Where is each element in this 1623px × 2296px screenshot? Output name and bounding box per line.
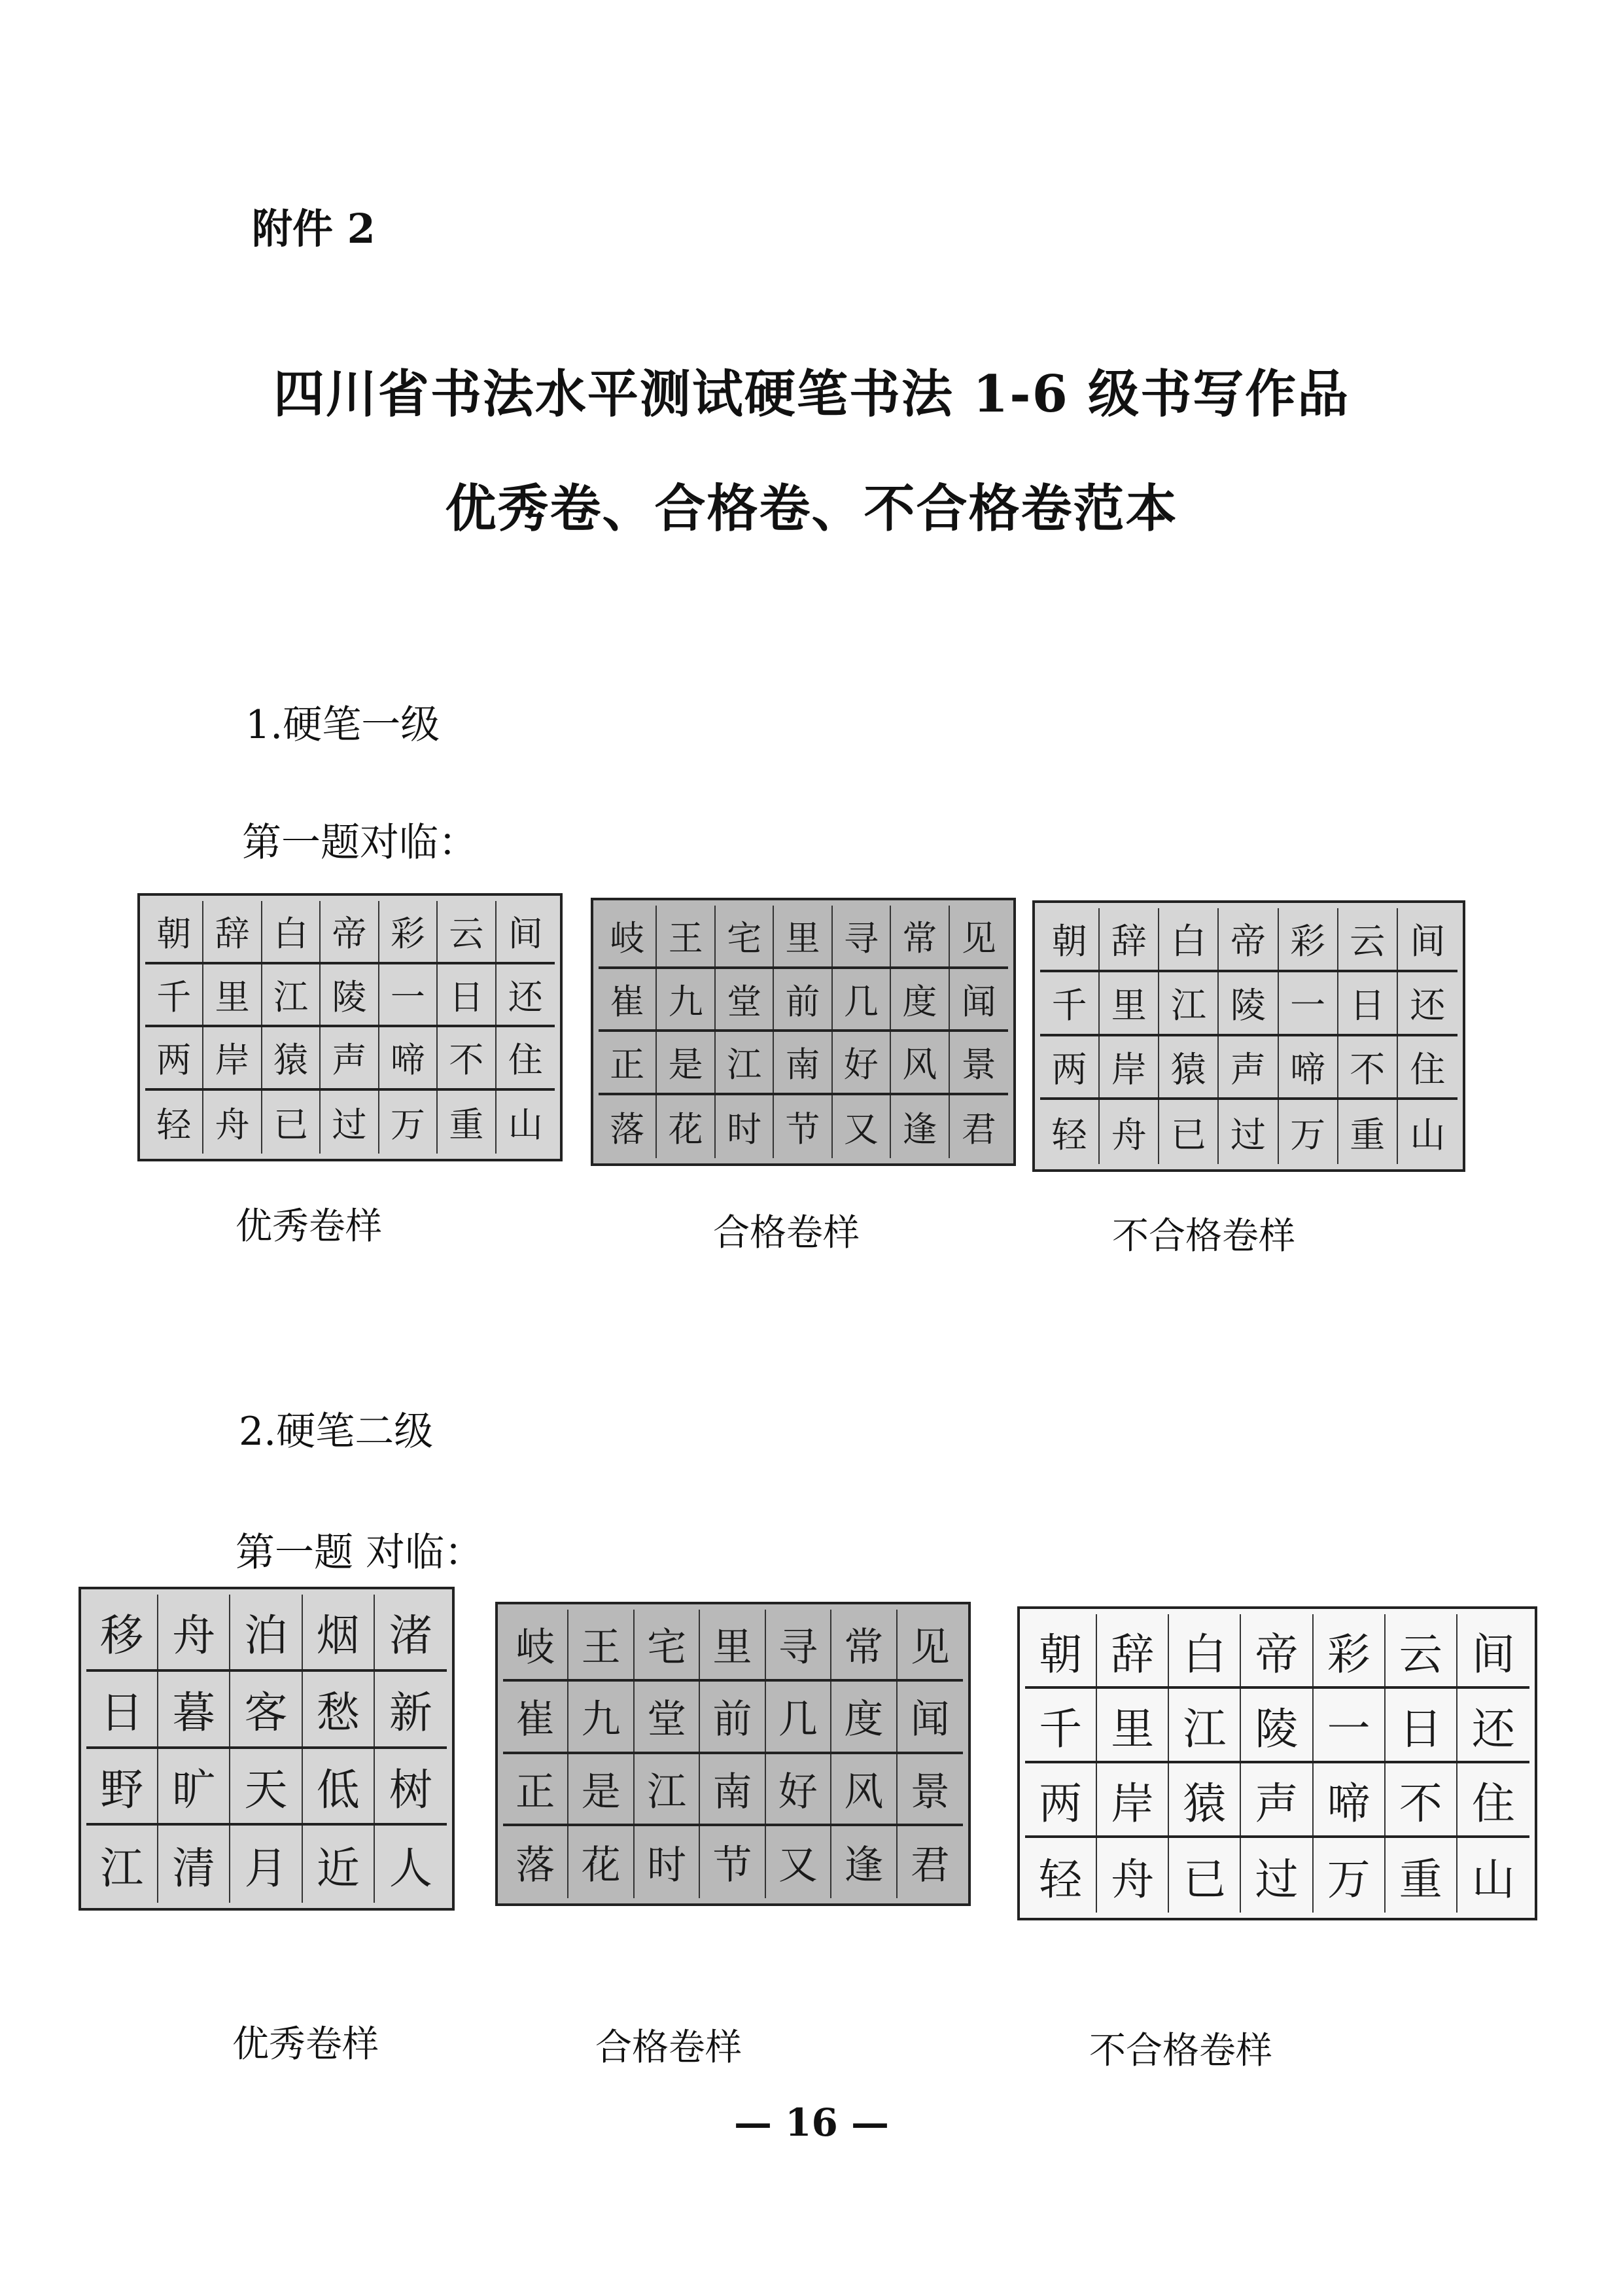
sample-char: 陵 — [321, 964, 379, 1025]
sample-char: 江 — [716, 1032, 774, 1093]
sample-char: 闻 — [961, 981, 996, 1022]
sample-char: 堂 — [716, 969, 774, 1030]
sample-char: 又 — [766, 1826, 831, 1898]
sample-char: 清 — [158, 1826, 230, 1903]
sample-char: 舟 — [158, 1595, 230, 1669]
sample-char: 正 — [599, 1032, 657, 1093]
sample-char: 辞 — [203, 901, 262, 962]
caption-pass-2: 合格卷样 — [595, 2026, 742, 2069]
sample-char: 两 — [145, 1027, 203, 1088]
sample-char: 千 — [1025, 1689, 1097, 1761]
sample-char: 彩 — [379, 901, 438, 962]
sample-char: 过 — [321, 1091, 379, 1154]
sample-char: 山 — [1410, 1114, 1446, 1156]
sample-char: 住 — [508, 1040, 543, 1081]
sample-char: 辞 — [1097, 1614, 1169, 1686]
sample-char: 天 — [230, 1749, 302, 1824]
sample-row — [86, 1672, 447, 1749]
sample-char: 住 — [1471, 1778, 1515, 1829]
sample-row — [599, 1095, 1008, 1159]
sample-char: 近 — [303, 1826, 375, 1903]
sample-char: 度 — [891, 969, 949, 1030]
page-number: — 16 — — [733, 2100, 890, 2145]
sample-char: 渚 — [389, 1610, 432, 1661]
sample-char: 宅 — [716, 906, 774, 966]
sample-char: 还 — [1471, 1703, 1515, 1754]
sample-char: 景 — [910, 1769, 950, 1815]
sample-row — [1040, 1036, 1457, 1101]
sample-char: 新 — [389, 1687, 432, 1739]
sample-char: 里 — [203, 964, 262, 1025]
sample-image-fail-2 — [1017, 1606, 1537, 1920]
section-task-1: 第一题对临： — [242, 820, 478, 866]
sample-char: 节 — [700, 1826, 765, 1898]
sample-char: 日 — [1338, 972, 1398, 1034]
sample-char: 住 — [1410, 1048, 1446, 1090]
sample-char: 寻 — [766, 1610, 831, 1679]
sample-char: 万 — [379, 1091, 438, 1154]
caption-excellent-1: 优秀卷样 — [236, 1205, 382, 1248]
sample-char: 声 — [1219, 1036, 1278, 1098]
sample-row — [86, 1826, 447, 1903]
sample-row — [599, 1032, 1008, 1095]
sample-char: 江 — [1169, 1689, 1241, 1761]
sample-grid — [86, 1595, 447, 1903]
sample-image-excellent-2 — [79, 1587, 455, 1911]
sample-char: 野 — [86, 1749, 158, 1824]
sample-char: 江 — [635, 1754, 700, 1824]
sample-char: 过 — [1219, 1100, 1278, 1164]
sample-char: 一 — [1314, 1689, 1386, 1761]
sample-image-pass-1 — [591, 898, 1016, 1166]
sample-row — [145, 964, 555, 1028]
sample-char: 猿 — [262, 1027, 321, 1088]
sample-row — [1025, 1763, 1529, 1838]
sample-char: 白 — [262, 901, 321, 962]
sample-char: 正 — [503, 1754, 568, 1824]
sample-char: 南 — [700, 1754, 765, 1824]
section-heading-1: 1.硬笔一级 — [245, 702, 440, 748]
sample-char: 九 — [657, 969, 715, 1030]
sample-char: 一 — [379, 964, 438, 1025]
sample-char: 陵 — [1219, 972, 1278, 1034]
sample-char: 里 — [700, 1610, 765, 1679]
sample-char: 日 — [86, 1672, 158, 1746]
sample-row — [1040, 1100, 1457, 1164]
sample-char: 帝 — [1219, 908, 1278, 970]
sample-row — [1025, 1689, 1529, 1763]
document-title-line1: 四川省书法水平测试硬笔书法 1-6 级书写作品 — [273, 364, 1350, 424]
sample-char: 几 — [833, 969, 891, 1030]
sample-char: 里 — [1097, 1689, 1169, 1761]
sample-char: 落 — [503, 1826, 568, 1898]
sample-char: 岐 — [503, 1610, 568, 1679]
sample-row — [599, 969, 1008, 1033]
sample-char: 几 — [766, 1682, 831, 1751]
caption-pass-1: 合格卷样 — [713, 1212, 860, 1254]
document-title-line2: 优秀卷、合格卷、不合格卷范本 — [445, 479, 1178, 539]
sample-char: 声 — [1241, 1763, 1313, 1835]
sample-grid — [599, 906, 1008, 1158]
sample-char: 还 — [508, 977, 543, 1017]
sample-char: 客 — [230, 1672, 302, 1746]
sample-char: 猿 — [1169, 1763, 1241, 1835]
attachment-label: 附件 2 — [252, 205, 375, 253]
section-heading-2: 2.硬笔二级 — [239, 1409, 434, 1455]
sample-char: 重 — [438, 1091, 496, 1154]
sample-char: 风 — [891, 1032, 949, 1093]
sample-char: 愁 — [303, 1672, 375, 1746]
sample-char: 泊 — [230, 1595, 302, 1669]
sample-char: 轻 — [1040, 1100, 1100, 1164]
sample-char: 风 — [831, 1754, 897, 1824]
section-task-2: 第一题 对临： — [236, 1530, 484, 1576]
sample-char: 堂 — [635, 1682, 700, 1751]
sample-char: 云 — [1338, 908, 1398, 970]
sample-grid — [1025, 1614, 1529, 1913]
sample-char: 岐 — [599, 906, 657, 966]
sample-row — [86, 1595, 447, 1672]
sample-char: 人 — [389, 1843, 432, 1894]
sample-char: 江 — [86, 1826, 158, 1903]
sample-char: 过 — [1241, 1838, 1313, 1913]
sample-char: 重 — [1386, 1838, 1457, 1913]
sample-char: 山 — [1471, 1854, 1515, 1905]
sample-char: 花 — [657, 1095, 715, 1159]
sample-char: 白 — [1159, 908, 1219, 970]
sample-char: 逢 — [831, 1826, 897, 1898]
sample-char: 两 — [1025, 1763, 1097, 1835]
sample-char: 啼 — [1314, 1763, 1386, 1835]
sample-char: 岸 — [203, 1027, 262, 1088]
sample-char: 时 — [635, 1826, 700, 1898]
sample-char: 常 — [831, 1610, 897, 1679]
sample-row — [1025, 1838, 1529, 1913]
sample-char: 前 — [774, 969, 832, 1030]
sample-char: 是 — [657, 1032, 715, 1093]
sample-char: 逢 — [891, 1095, 949, 1159]
sample-grid — [145, 901, 555, 1154]
sample-char: 声 — [321, 1027, 379, 1088]
caption-fail-1: 不合格卷样 — [1112, 1215, 1295, 1258]
sample-char: 宅 — [635, 1610, 700, 1679]
sample-char: 前 — [700, 1682, 765, 1751]
sample-char: 度 — [831, 1682, 897, 1751]
sample-char: 里 — [774, 906, 832, 966]
sample-row — [145, 901, 555, 964]
sample-char: 已 — [1159, 1100, 1219, 1164]
sample-char: 见 — [910, 1625, 950, 1671]
caption-excellent-2: 优秀卷样 — [232, 2023, 379, 2066]
sample-image-pass-2 — [495, 1602, 971, 1906]
sample-char: 花 — [568, 1826, 634, 1898]
sample-char: 千 — [1040, 972, 1100, 1034]
sample-char: 万 — [1314, 1838, 1386, 1913]
sample-char: 暮 — [158, 1672, 230, 1746]
sample-char: 陵 — [1241, 1689, 1313, 1761]
sample-char: 又 — [833, 1095, 891, 1159]
sample-row — [86, 1749, 447, 1826]
sample-char: 辞 — [1100, 908, 1159, 970]
sample-char: 岸 — [1097, 1763, 1169, 1835]
sample-char: 一 — [1279, 972, 1338, 1034]
sample-char: 两 — [1040, 1036, 1100, 1098]
sample-char: 移 — [86, 1595, 158, 1669]
sample-char: 江 — [1159, 972, 1219, 1034]
sample-char: 彩 — [1279, 908, 1338, 970]
sample-char: 崔 — [503, 1682, 568, 1751]
sample-char: 云 — [1386, 1614, 1457, 1686]
sample-char: 好 — [766, 1754, 831, 1824]
sample-grid — [1040, 908, 1457, 1164]
sample-char: 彩 — [1314, 1614, 1386, 1686]
sample-char: 啼 — [1279, 1036, 1338, 1098]
sample-char: 日 — [1386, 1689, 1457, 1761]
sample-char: 王 — [657, 906, 715, 966]
sample-char: 朝 — [1025, 1614, 1097, 1686]
sample-char: 江 — [262, 964, 321, 1025]
sample-char: 还 — [1410, 985, 1446, 1027]
sample-char: 寻 — [833, 906, 891, 966]
sample-char: 常 — [891, 906, 949, 966]
sample-char: 舟 — [1100, 1100, 1159, 1164]
sample-char: 时 — [716, 1095, 774, 1159]
sample-char: 不 — [438, 1027, 496, 1088]
sample-char: 已 — [262, 1091, 321, 1154]
sample-char: 节 — [774, 1095, 832, 1159]
sample-row — [145, 1091, 555, 1154]
sample-char: 好 — [833, 1032, 891, 1093]
sample-char: 景 — [961, 1045, 996, 1086]
sample-row — [599, 906, 1008, 969]
sample-char: 烟 — [303, 1595, 375, 1669]
sample-row — [145, 1027, 555, 1091]
sample-image-excellent-1 — [137, 893, 563, 1161]
sample-char: 舟 — [1097, 1838, 1169, 1913]
sample-char: 朝 — [145, 901, 203, 962]
sample-char: 山 — [508, 1104, 543, 1145]
sample-char: 落 — [599, 1095, 657, 1159]
sample-char: 是 — [568, 1754, 634, 1824]
sample-char: 里 — [1100, 972, 1159, 1034]
sample-char: 不 — [1338, 1036, 1398, 1098]
sample-char: 已 — [1169, 1838, 1241, 1913]
sample-char: 闻 — [910, 1697, 950, 1743]
sample-row — [503, 1754, 963, 1826]
sample-char: 万 — [1279, 1100, 1338, 1164]
sample-row — [503, 1610, 963, 1682]
sample-row — [1025, 1614, 1529, 1689]
sample-char: 不 — [1386, 1763, 1457, 1835]
sample-char: 帝 — [321, 901, 379, 962]
sample-char: 重 — [1338, 1100, 1398, 1164]
sample-char: 猿 — [1159, 1036, 1219, 1098]
sample-char: 崔 — [599, 969, 657, 1030]
sample-char: 间 — [508, 914, 543, 955]
sample-char: 朝 — [1040, 908, 1100, 970]
sample-char: 舟 — [203, 1091, 262, 1154]
sample-char: 间 — [1410, 921, 1446, 963]
sample-char: 间 — [1471, 1629, 1515, 1680]
sample-grid — [503, 1610, 963, 1898]
sample-row — [503, 1826, 963, 1898]
caption-fail-2: 不合格卷样 — [1089, 2030, 1272, 2072]
sample-char: 南 — [774, 1032, 832, 1093]
sample-char: 轻 — [1025, 1838, 1097, 1913]
sample-image-fail-1 — [1032, 900, 1465, 1172]
sample-char: 君 — [961, 1109, 996, 1150]
sample-char: 轻 — [145, 1091, 203, 1154]
sample-char: 低 — [303, 1749, 375, 1824]
sample-char: 啼 — [379, 1027, 438, 1088]
sample-char: 云 — [438, 901, 496, 962]
sample-char: 月 — [230, 1826, 302, 1903]
sample-char: 日 — [438, 964, 496, 1025]
sample-char: 王 — [568, 1610, 634, 1679]
sample-char: 树 — [389, 1764, 432, 1815]
sample-char: 见 — [961, 919, 996, 959]
sample-char: 君 — [910, 1842, 950, 1888]
sample-char: 九 — [568, 1682, 634, 1751]
sample-char: 旷 — [158, 1749, 230, 1824]
sample-row — [1040, 972, 1457, 1036]
sample-char: 帝 — [1241, 1614, 1313, 1686]
sample-row — [503, 1682, 963, 1754]
sample-row — [1040, 908, 1457, 972]
sample-char: 岸 — [1100, 1036, 1159, 1098]
sample-char: 千 — [145, 964, 203, 1025]
sample-char: 白 — [1169, 1614, 1241, 1686]
